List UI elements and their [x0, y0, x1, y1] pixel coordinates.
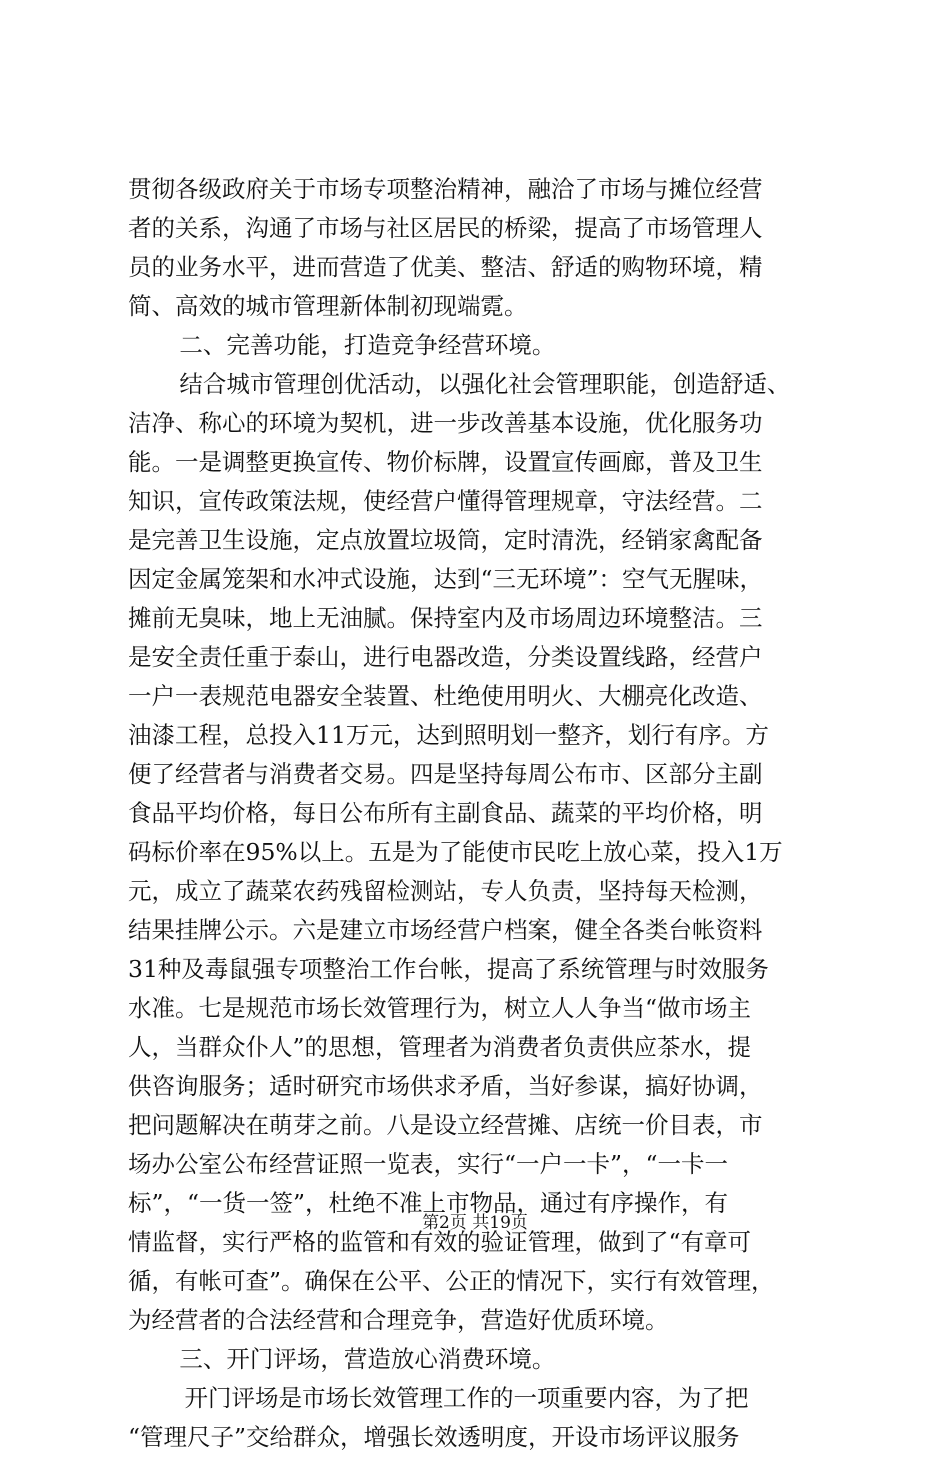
- text-line: 为经营者的合法经营和合理竞争，营造好优质环境。: [128, 1306, 669, 1334]
- text-line: 一户一表规范电器安全装置、杜绝使用明火、大棚亮化改造、: [128, 682, 763, 710]
- text-line: 油漆工程，总投入11万元，达到照明划一整齐，划行有序。方: [128, 721, 769, 749]
- text-line: 便了经营者与消费者交易。四是坚持每周公布市、区部分主副: [128, 760, 763, 788]
- text-line: 者的关系，沟通了市场与社区居民的桥梁，提高了市场管理人: [128, 214, 763, 242]
- text-line: 人，当群众仆人”的思想，管理者为消费者负责供应茶水，提: [128, 1033, 752, 1061]
- text-line: 二、完善功能，打造竞争经营环境。: [179, 331, 556, 359]
- text-line: 开门评场是市场长效管理工作的一项重要内容，为了把: [184, 1384, 749, 1412]
- text-line: 场办公室公布经营证照一览表，实行“一户一卡”，“一卡一: [128, 1150, 729, 1178]
- text-line: 三、开门评场，营造放心消费环境。: [179, 1345, 556, 1373]
- text-line: 食品平均价格，每日公布所有主副食品、蔬菜的平均价格，明: [128, 799, 763, 827]
- text-line: 贯彻各级政府关于市场专项整治精神，融洽了市场与摊位经营: [128, 175, 763, 203]
- text-line: 因定金属笼架和水冲式设施，达到“三无环境”：空气无腥味，: [128, 565, 764, 593]
- text-line: 31种及毒鼠强专项整治工作台帐，提高了系统管理与时效服务: [128, 955, 769, 983]
- text-line: 水准。七是规范市场长效管理行为，树立人人争当“做市场主: [128, 994, 752, 1022]
- text-line: 能。一是调整更换宣传、物价标牌，设置宣传画廊，普及卫生: [128, 448, 763, 476]
- text-line: 摊前无臭味，地上无油腻。保持室内及市场周边环境整洁。三: [128, 604, 763, 632]
- text-line: 循，有帐可查”。确保在公平、公正的情况下，实行有效管理，: [128, 1267, 775, 1295]
- document-body: [128, 170, 848, 1457]
- text-line: 简、高效的城市管理新体制初现端霓。: [128, 292, 528, 320]
- text-line: 是完善卫生设施，定点放置垃圾筒，定时清洗，经销家禽配备: [128, 526, 763, 554]
- text-line: 元，成立了蔬菜农药残留检测站，专人负责，坚持每天检测，: [128, 877, 763, 905]
- text-line: 知识，宣传政策法规，使经营户懂得管理规章，守法经营。二: [128, 487, 763, 515]
- text-line: 码标价率在95%以上。五是为了能使市民吃上放心菜，投入1万: [128, 838, 783, 866]
- text-line: 结果挂牌公示。六是建立市场经营户档案，健全各类台帐资料: [128, 916, 763, 944]
- page-footer: 第2页 共19页: [422, 1213, 528, 1233]
- text-line: 把问题解决在萌芽之前。八是设立经营摊、店统一价目表，市: [128, 1111, 763, 1139]
- text-line: “管理尺子”交给群众，增强长效透明度，开设市场评议服务: [128, 1423, 740, 1451]
- text-line: 标”，“一货一签”，杜绝不准上市物品，通过有序操作，有: [128, 1189, 729, 1217]
- text-line: 洁净、称心的环境为契机，进一步改善基本设施，优化服务功: [128, 409, 763, 437]
- text-line: 是安全责任重于泰山，进行电器改造，分类设置线路，经营户: [128, 643, 763, 671]
- text-line: 员的业务水平，进而营造了优美、整洁、舒适的购物环境，精: [128, 253, 763, 281]
- text-line: 情监督，实行严格的监管和有效的验证管理，做到了“有章可: [128, 1228, 752, 1256]
- text-line: 结合城市管理创优活动，以强化社会管理职能，创造舒适、: [179, 370, 791, 398]
- text-line: 供咨询服务；适时研究市场供求矛盾，当好参谋，搞好协调，: [128, 1072, 763, 1100]
